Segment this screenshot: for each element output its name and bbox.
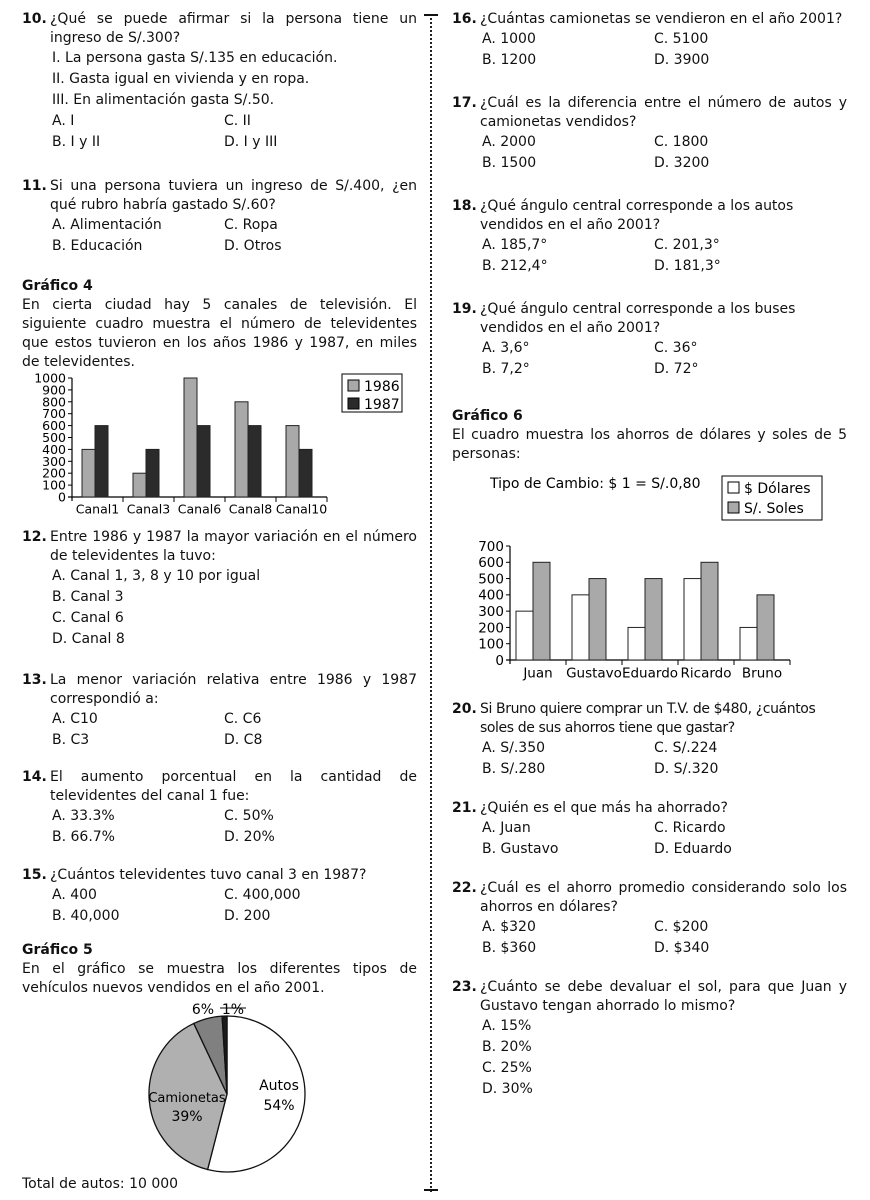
options bbox=[482, 338, 847, 380]
option[interactable]: A. Canal 1, 3, 8 y 10 por igual bbox=[52, 568, 261, 584]
bar-1987 bbox=[299, 449, 312, 497]
option[interactable]: C. 1800 bbox=[654, 134, 709, 150]
legend-label: $ Dólares bbox=[744, 481, 811, 497]
option[interactable]: C. Ropa bbox=[224, 217, 278, 233]
question-number: 14. bbox=[22, 769, 47, 785]
y-tick-label: 500 bbox=[42, 430, 66, 445]
option[interactable]: A. 15% bbox=[482, 1018, 532, 1034]
option[interactable]: D. 30% bbox=[482, 1081, 533, 1097]
option[interactable]: A. $320 bbox=[482, 919, 536, 935]
section-description: En cierta ciudad hay 5 canales de televisión. El siguiente cuadro muestra el número de televidentes que estos tuvieron en los años 1986 y 1987, en miles de televidentes. bbox=[22, 297, 417, 370]
option[interactable]: B. Canal 3 bbox=[52, 589, 124, 605]
question-text: ¿Qué ángulo central corresponde a los autos vendidos en el año 2001? bbox=[480, 198, 794, 233]
option[interactable]: A. 2000 bbox=[482, 134, 536, 150]
option[interactable]: B. 66.7% bbox=[52, 829, 115, 845]
option[interactable]: B. S/.280 bbox=[482, 761, 546, 777]
legend-label: S/. Soles bbox=[744, 501, 804, 517]
legend-label: 1987 bbox=[364, 397, 400, 413]
left-column bbox=[22, 10, 417, 1180]
option[interactable]: D. 72° bbox=[654, 361, 699, 377]
option[interactable]: C. C6 bbox=[224, 711, 262, 727]
bar-1986 bbox=[82, 449, 95, 497]
option[interactable]: B. 1200 bbox=[482, 52, 537, 68]
y-tick-label: 0 bbox=[58, 489, 66, 505]
bar-1986 bbox=[286, 426, 299, 497]
option[interactable]: B. Gustavo bbox=[482, 841, 559, 857]
question-12 bbox=[22, 528, 417, 650]
bar-s-soles bbox=[645, 579, 662, 660]
question-number: 12. bbox=[22, 529, 47, 545]
section-title: Gráfico 6 bbox=[452, 408, 523, 424]
option[interactable]: B. 20% bbox=[482, 1039, 532, 1055]
section-title: Gráfico 5 bbox=[22, 942, 93, 958]
question-number: 18. bbox=[452, 198, 477, 214]
bar-1986 bbox=[133, 473, 146, 497]
slice-percent: 1% bbox=[221, 1002, 245, 1018]
legend-label: 1986 bbox=[364, 379, 400, 395]
option[interactable]: A. 400 bbox=[52, 887, 97, 903]
option[interactable]: B. 7,2° bbox=[482, 361, 530, 377]
option[interactable]: C. Ricardo bbox=[654, 820, 726, 836]
option[interactable]: C. 5100 bbox=[654, 31, 709, 47]
option[interactable]: A. Alimentación bbox=[52, 217, 162, 233]
question-text: ¿Qué ángulo central corresponde a los buses vendidos en el año 2001? bbox=[480, 301, 796, 336]
options bbox=[52, 566, 417, 650]
slice-percent: 54% bbox=[263, 1098, 295, 1114]
divider-cap-top bbox=[424, 14, 438, 16]
bar-s-soles bbox=[589, 579, 606, 660]
option[interactable]: D. 200 bbox=[224, 908, 271, 924]
option[interactable]: D. C8 bbox=[224, 732, 263, 748]
grafico-5-section bbox=[22, 941, 417, 1180]
question-text: ¿Cuál es la diferencia entre el número de autos y camionetas vendidos? bbox=[480, 95, 847, 130]
option[interactable]: D. Eduardo bbox=[654, 841, 732, 857]
option[interactable]: C. $200 bbox=[654, 919, 709, 935]
option[interactable]: C. 201,3° bbox=[654, 237, 720, 253]
options bbox=[52, 111, 417, 153]
legend-swatch bbox=[728, 502, 739, 513]
question-18 bbox=[452, 197, 847, 277]
options bbox=[482, 235, 847, 277]
slice-label: Camionetas bbox=[148, 1091, 226, 1106]
option[interactable]: C. 36° bbox=[654, 340, 698, 356]
question-22 bbox=[452, 879, 847, 959]
x-tick-label: Canal3 bbox=[126, 501, 171, 517]
y-tick-label: 700 bbox=[478, 538, 504, 555]
x-tick-label: Canal10 bbox=[275, 501, 328, 517]
option[interactable]: D. Canal 8 bbox=[52, 631, 125, 647]
question-text: La menor variación relativa entre 1986 y 1987 correspondió a: bbox=[50, 672, 417, 707]
question-19 bbox=[452, 300, 847, 380]
y-tick-label: 400 bbox=[42, 441, 66, 457]
option[interactable]: D. 3900 bbox=[654, 52, 710, 68]
options bbox=[52, 806, 417, 848]
bar--d-lares bbox=[628, 627, 645, 660]
option[interactable]: A. 1000 bbox=[482, 31, 536, 47]
y-tick-label: 200 bbox=[42, 465, 66, 481]
slice-label: Autos bbox=[259, 1078, 299, 1094]
option[interactable]: C. Canal 6 bbox=[52, 610, 124, 626]
options bbox=[482, 738, 847, 780]
question-16 bbox=[452, 10, 847, 71]
bar-s-soles bbox=[533, 562, 550, 660]
question-number: 20. bbox=[452, 701, 477, 717]
bar--d-lares bbox=[740, 627, 757, 660]
question-number: 21. bbox=[452, 800, 477, 816]
question-text: Si Bruno quiere comprar un T.V. de $480, ¿cuántos soles de sus ahorros tiene que gastar? bbox=[480, 701, 816, 736]
y-tick-label: 100 bbox=[42, 477, 66, 493]
question-text: ¿Quién es el que más ha ahorrado? bbox=[480, 800, 728, 816]
y-tick-label: 200 bbox=[478, 620, 504, 637]
option[interactable]: C. S/.224 bbox=[654, 740, 718, 756]
option[interactable]: A. 33.3% bbox=[52, 808, 115, 824]
y-tick-label: 900 bbox=[42, 382, 66, 398]
bar-1987 bbox=[146, 449, 159, 497]
question-text: Si una persona tuviera un ingreso de S/.400, ¿en qué rubro habría gastado S/.60? bbox=[50, 178, 417, 213]
legend-swatch bbox=[348, 398, 359, 409]
y-tick-label: 600 bbox=[478, 555, 504, 572]
question-14 bbox=[22, 768, 417, 848]
y-tick-label: 300 bbox=[42, 453, 66, 469]
question-number: 19. bbox=[452, 301, 477, 317]
option[interactable]: B. 40,000 bbox=[52, 908, 120, 924]
chart-grafico-5 bbox=[22, 998, 417, 1176]
bar-1987 bbox=[95, 426, 108, 497]
section-description: En el gráfico se muestra los diferentes tipos de vehículos nuevos vendidos en el año 2001. bbox=[22, 961, 417, 996]
question-text: ¿Cuánto se debe devaluar el sol, para que Juan y Gustavo tengan ahorrado lo mismo? bbox=[480, 979, 847, 1014]
x-tick-label: Canal8 bbox=[228, 501, 273, 517]
bar--d-lares bbox=[572, 595, 589, 660]
option[interactable]: A. S/.350 bbox=[482, 740, 546, 756]
bar-1986 bbox=[235, 402, 248, 497]
x-tick-label: Canal1 bbox=[75, 501, 120, 517]
option[interactable]: A. 3,6° bbox=[482, 340, 530, 356]
grafico-6-section bbox=[452, 407, 847, 686]
question-text: Entre 1986 y 1987 la mayor variación en el número de televidentes la tuvo: bbox=[50, 529, 417, 564]
bar--d-lares bbox=[516, 611, 533, 660]
x-tick-label: Juan bbox=[523, 665, 553, 682]
option[interactable]: B. I y II bbox=[52, 134, 101, 150]
y-tick-label: 0 bbox=[495, 652, 504, 669]
question-20 bbox=[452, 700, 847, 780]
y-tick-label: 700 bbox=[42, 406, 66, 422]
total-autos: Total de autos: 10 000 bbox=[22, 1176, 179, 1192]
question-10 bbox=[22, 10, 417, 153]
slice-percent: 39% bbox=[171, 1109, 203, 1125]
y-tick-label: 500 bbox=[478, 571, 504, 588]
option[interactable]: D. 3200 bbox=[654, 155, 710, 171]
option[interactable]: C. 25% bbox=[482, 1060, 532, 1076]
option[interactable]: D. S/.320 bbox=[654, 761, 719, 777]
question-number: 15. bbox=[22, 867, 47, 883]
x-tick-label: Eduardo bbox=[621, 665, 679, 682]
option[interactable]: A. 185,7° bbox=[482, 237, 548, 253]
option[interactable]: A. I bbox=[52, 113, 75, 129]
option[interactable]: D. 20% bbox=[224, 829, 275, 845]
y-tick-label: 1000 bbox=[34, 372, 66, 386]
question-15 bbox=[22, 866, 417, 927]
option[interactable]: B. C3 bbox=[52, 732, 90, 748]
x-tick-label: Gustavo bbox=[566, 665, 622, 682]
divider-cap-bottom bbox=[424, 1189, 438, 1191]
legend-swatch bbox=[348, 380, 359, 391]
y-tick-label: 400 bbox=[478, 587, 504, 604]
statement: I. La persona gasta S/.135 en educación. bbox=[52, 50, 338, 66]
chart-grafico-6 bbox=[452, 464, 847, 682]
question-number: 22. bbox=[452, 880, 477, 896]
question-text: ¿Cuántos televidentes tuvo canal 3 en 1987? bbox=[50, 867, 367, 883]
question-number: 23. bbox=[452, 979, 477, 995]
options bbox=[482, 29, 847, 71]
bar--d-lares bbox=[684, 579, 701, 660]
question-13 bbox=[22, 671, 417, 751]
section-title: Gráfico 4 bbox=[22, 278, 93, 294]
bar-1986 bbox=[184, 378, 197, 497]
x-tick-label: Ricardo bbox=[680, 665, 732, 682]
bar-1987 bbox=[248, 426, 261, 497]
y-tick-label: 100 bbox=[478, 636, 504, 653]
grafico-4-section bbox=[22, 277, 417, 528]
option[interactable]: B. Educación bbox=[52, 238, 143, 254]
option[interactable]: C. 50% bbox=[224, 808, 274, 824]
column-divider bbox=[430, 14, 432, 1192]
options bbox=[482, 1016, 847, 1100]
question-number: 16. bbox=[452, 11, 477, 27]
question-number: 11. bbox=[22, 178, 47, 194]
question-text: El aumento porcentual en la cantidad de televidentes del canal 1 fue: bbox=[50, 769, 417, 804]
question-11 bbox=[22, 177, 417, 257]
question-number: 17. bbox=[452, 95, 477, 111]
slice-percent: 6% bbox=[191, 1002, 215, 1018]
exchange-rate-label: Tipo de Cambio: $ 1 = S/.0,80 bbox=[490, 476, 701, 492]
legend-swatch bbox=[728, 482, 739, 493]
option[interactable]: D. $340 bbox=[654, 940, 710, 956]
y-tick-label: 600 bbox=[42, 418, 66, 434]
options bbox=[482, 917, 847, 959]
option[interactable]: B. 1500 bbox=[482, 155, 537, 171]
question-text: ¿Qué se puede afirmar si la persona tiene un ingreso de S/.300? bbox=[50, 11, 417, 46]
question-number: 10. bbox=[22, 11, 47, 27]
options bbox=[482, 132, 847, 174]
question-17 bbox=[452, 94, 847, 174]
question-21 bbox=[452, 799, 847, 860]
options bbox=[482, 818, 847, 860]
option[interactable]: D. 181,3° bbox=[654, 258, 721, 274]
option[interactable]: B. 212,4° bbox=[482, 258, 548, 274]
option[interactable]: D. I y III bbox=[224, 134, 278, 150]
option[interactable]: C. II bbox=[224, 113, 251, 129]
option[interactable]: A. Juan bbox=[482, 820, 531, 836]
y-tick-label: 300 bbox=[478, 604, 504, 621]
question-text: ¿Cuántas camionetas se vendieron en el año 2001? bbox=[480, 11, 843, 27]
bar-1987 bbox=[197, 426, 210, 497]
question-23 bbox=[452, 978, 847, 1100]
y-tick-label: 800 bbox=[42, 394, 66, 410]
x-tick-label: Canal6 bbox=[177, 501, 222, 517]
options bbox=[52, 885, 417, 927]
statement: II. Gasta igual en vivienda y en ropa. bbox=[52, 71, 310, 87]
option[interactable]: C. 400,000 bbox=[224, 887, 301, 903]
chart-grafico-4 bbox=[22, 372, 417, 524]
right-column bbox=[452, 10, 847, 1100]
options bbox=[52, 709, 417, 751]
option[interactable]: D. Otros bbox=[224, 238, 282, 254]
bar-s-soles bbox=[757, 595, 774, 660]
statement: III. En alimentación gasta S/.50. bbox=[52, 92, 275, 108]
bar-s-soles bbox=[701, 562, 718, 660]
x-tick-label: Bruno bbox=[741, 665, 783, 682]
option[interactable]: B. $360 bbox=[482, 940, 537, 956]
question-number: 13. bbox=[22, 672, 47, 688]
question-text: ¿Cuál es el ahorro promedio considerando solo los ahorros en dólares? bbox=[480, 880, 847, 915]
options bbox=[52, 215, 417, 257]
option[interactable]: A. C10 bbox=[52, 711, 98, 727]
section-description: El cuadro muestra los ahorros de dólares y soles de 5 personas: bbox=[452, 427, 847, 462]
